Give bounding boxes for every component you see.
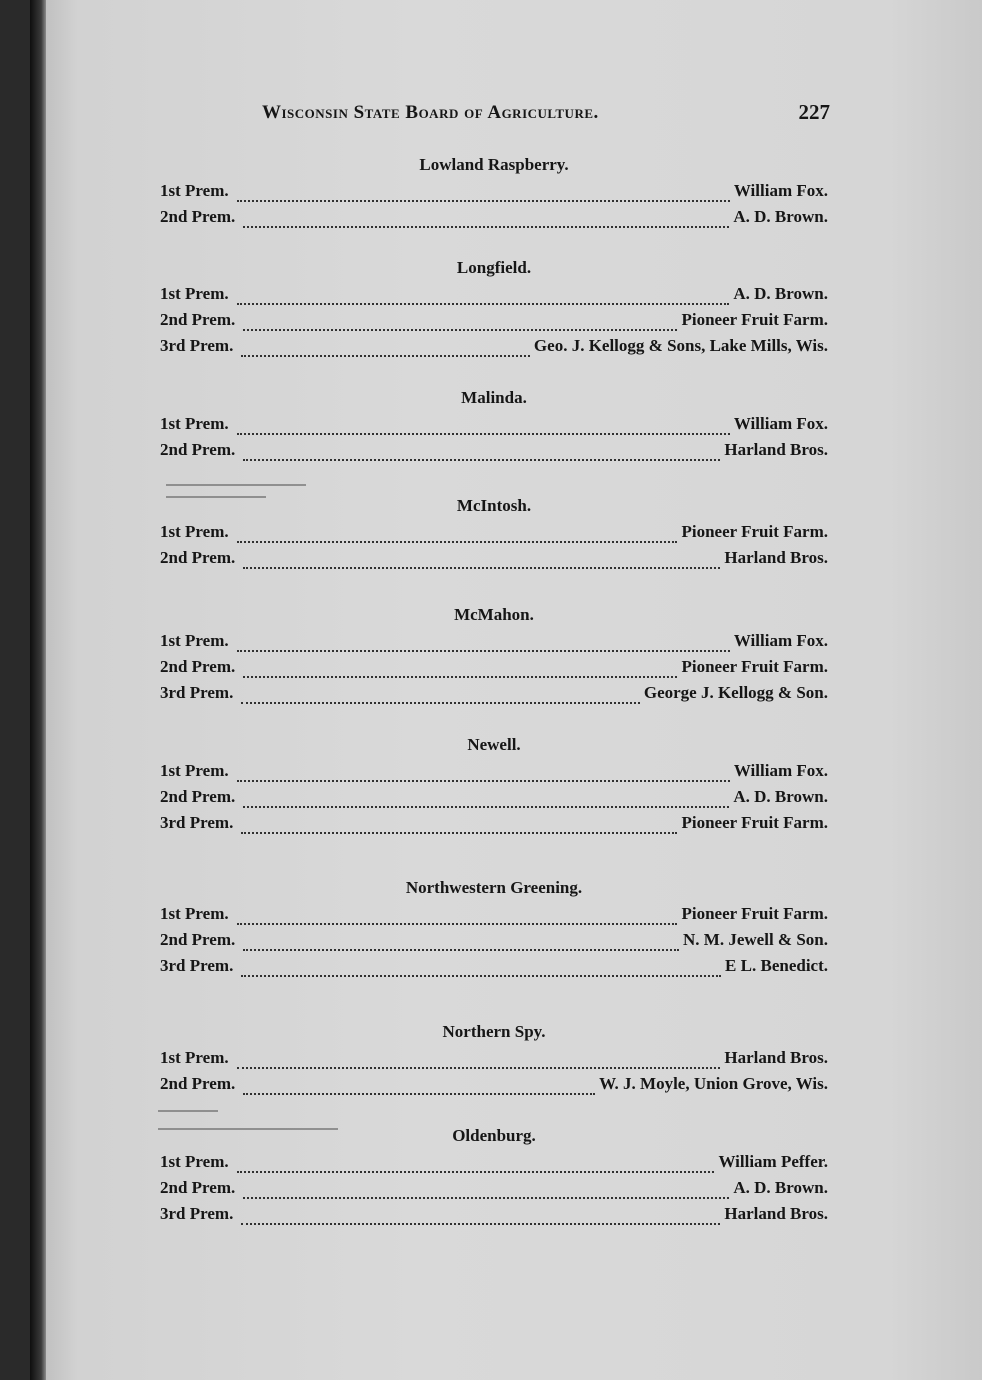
premium-winner: Pioneer Fruit Farm. [681,310,828,329]
section-title: Northern Spy. [442,1022,546,1041]
print-smudge [158,1110,218,1112]
premium-winner: A. D. Brown. [733,284,828,303]
premium-label: 2nd Prem. [160,440,236,459]
premium-label: 1st Prem. [160,414,229,433]
premium-label: 1st Prem. [160,904,229,923]
premium-winner: Harland Bros. [724,548,828,567]
premium-winner: A. D. Brown. [733,207,828,226]
section-title: Lowland Raspberry. [419,155,569,174]
dot-leader [237,433,730,435]
dot-leader [241,975,721,977]
premium-row [160,1074,828,1100]
premium-label: 3rd Prem. [160,683,234,702]
dot-leader [241,355,530,357]
dot-leader [243,1197,729,1199]
premium-row [160,414,828,440]
section-mcintosh [160,496,828,574]
premium-label: 3rd Prem. [160,1204,234,1223]
premium-winner: Pioneer Fruit Farm. [681,904,828,923]
premium-label: 2nd Prem. [160,548,236,567]
page-number: 227 [798,100,830,124]
premium-row [160,522,828,548]
premium-winner: A. D. Brown. [733,787,828,806]
premium-row [160,1178,828,1204]
dot-leader [243,949,679,951]
premium-row [160,336,828,362]
premium-row [160,548,828,574]
premium-winner: Geo. J. Kellogg & Sons, Lake Mills, Wis. [533,336,828,355]
premium-winner: Pioneer Fruit Farm. [681,813,828,832]
premium-winner: Harland Bros. [724,1204,828,1223]
premium-winner: William Fox. [733,761,828,780]
premium-row [160,440,828,466]
premium-label: 1st Prem. [160,1048,229,1067]
premium-winner: William Fox. [733,631,828,650]
section-title: Oldenburg. [452,1126,536,1145]
dot-leader [243,226,729,228]
premium-row [160,1048,828,1074]
premium-row [160,683,828,709]
section-title: McMahon. [454,605,534,624]
dot-leader [241,832,677,834]
premium-label: 1st Prem. [160,761,229,780]
dot-leader [241,1223,720,1225]
dot-leader [237,1171,715,1173]
premium-label: 1st Prem. [160,1152,229,1171]
premium-label: 3rd Prem. [160,336,234,355]
section-newell [160,735,828,839]
dot-leader [237,303,730,305]
premium-winner: Pioneer Fruit Farm. [681,657,828,676]
section-lowland-raspberry [160,155,828,233]
premium-winner: N. M. Jewell & Son. [683,930,828,949]
premium-winner: Harland Bros. [724,1048,828,1067]
premium-winner: E L. Benedict. [725,956,828,975]
premium-row [160,813,828,839]
dot-leader [237,650,730,652]
premium-winner: William Fox. [733,414,828,433]
book-spine [30,0,46,1380]
premium-row [160,956,828,982]
premium-label: 2nd Prem. [160,657,236,676]
premium-label: 2nd Prem. [160,310,236,329]
dot-leader [243,459,720,461]
dot-leader [243,806,729,808]
premium-label: 2nd Prem. [160,207,236,226]
section-oldenburg [160,1126,828,1230]
premium-winner: Pioneer Fruit Farm. [681,522,828,541]
section-title: Longfield. [456,258,532,277]
premium-winner: Harland Bros. [724,440,828,459]
premium-label: 1st Prem. [160,284,229,303]
dot-leader [243,1093,595,1095]
premium-label: 1st Prem. [160,631,229,650]
premium-row [160,761,828,787]
premium-row [160,657,828,683]
dot-leader [237,541,678,543]
premium-row [160,284,828,310]
print-smudge [166,484,306,486]
premium-row [160,631,828,657]
premium-label: 3rd Prem. [160,813,234,832]
premium-row [160,207,828,233]
dot-leader [241,702,640,704]
premium-row [160,904,828,930]
section-northwestern-greening [160,878,828,982]
premium-winner: William Peffer. [718,1152,828,1171]
premium-row [160,310,828,336]
premium-winner: William Fox. [733,181,828,200]
premium-winner: W. J. Moyle, Union Grove, Wis. [599,1074,828,1093]
premium-label: 2nd Prem. [160,1074,236,1093]
running-header [262,100,830,130]
premium-label: 2nd Prem. [160,787,236,806]
premium-label: 2nd Prem. [160,930,236,949]
section-malinda [160,388,828,466]
section-mcmahon [160,605,828,709]
section-title: Newell. [467,735,521,754]
premium-label: 2nd Prem. [160,1178,236,1197]
dot-leader [237,1067,721,1069]
premium-label: 1st Prem. [160,181,229,200]
section-longfield [160,258,828,362]
premium-winner: George J. Kellogg & Son. [643,683,828,702]
premium-label: 1st Prem. [160,522,229,541]
header-title: Wisconsin State Board of Agriculture. [262,102,599,123]
dot-leader [243,567,720,569]
dot-leader [237,780,730,782]
premium-row [160,1204,828,1230]
section-title: Malinda. [461,388,527,407]
dot-leader [237,200,730,202]
section-title: McIntosh. [456,496,532,515]
premium-label: 3rd Prem. [160,956,234,975]
premium-row [160,930,828,956]
premium-row [160,181,828,207]
section-northern-spy [160,1022,828,1100]
premium-winner: A. D. Brown. [733,1178,828,1197]
premium-row [160,787,828,813]
premium-row [160,1152,828,1178]
dot-leader [243,676,677,678]
section-title: Northwestern Greening. [405,878,583,897]
dot-leader [243,329,677,331]
dot-leader [237,923,678,925]
